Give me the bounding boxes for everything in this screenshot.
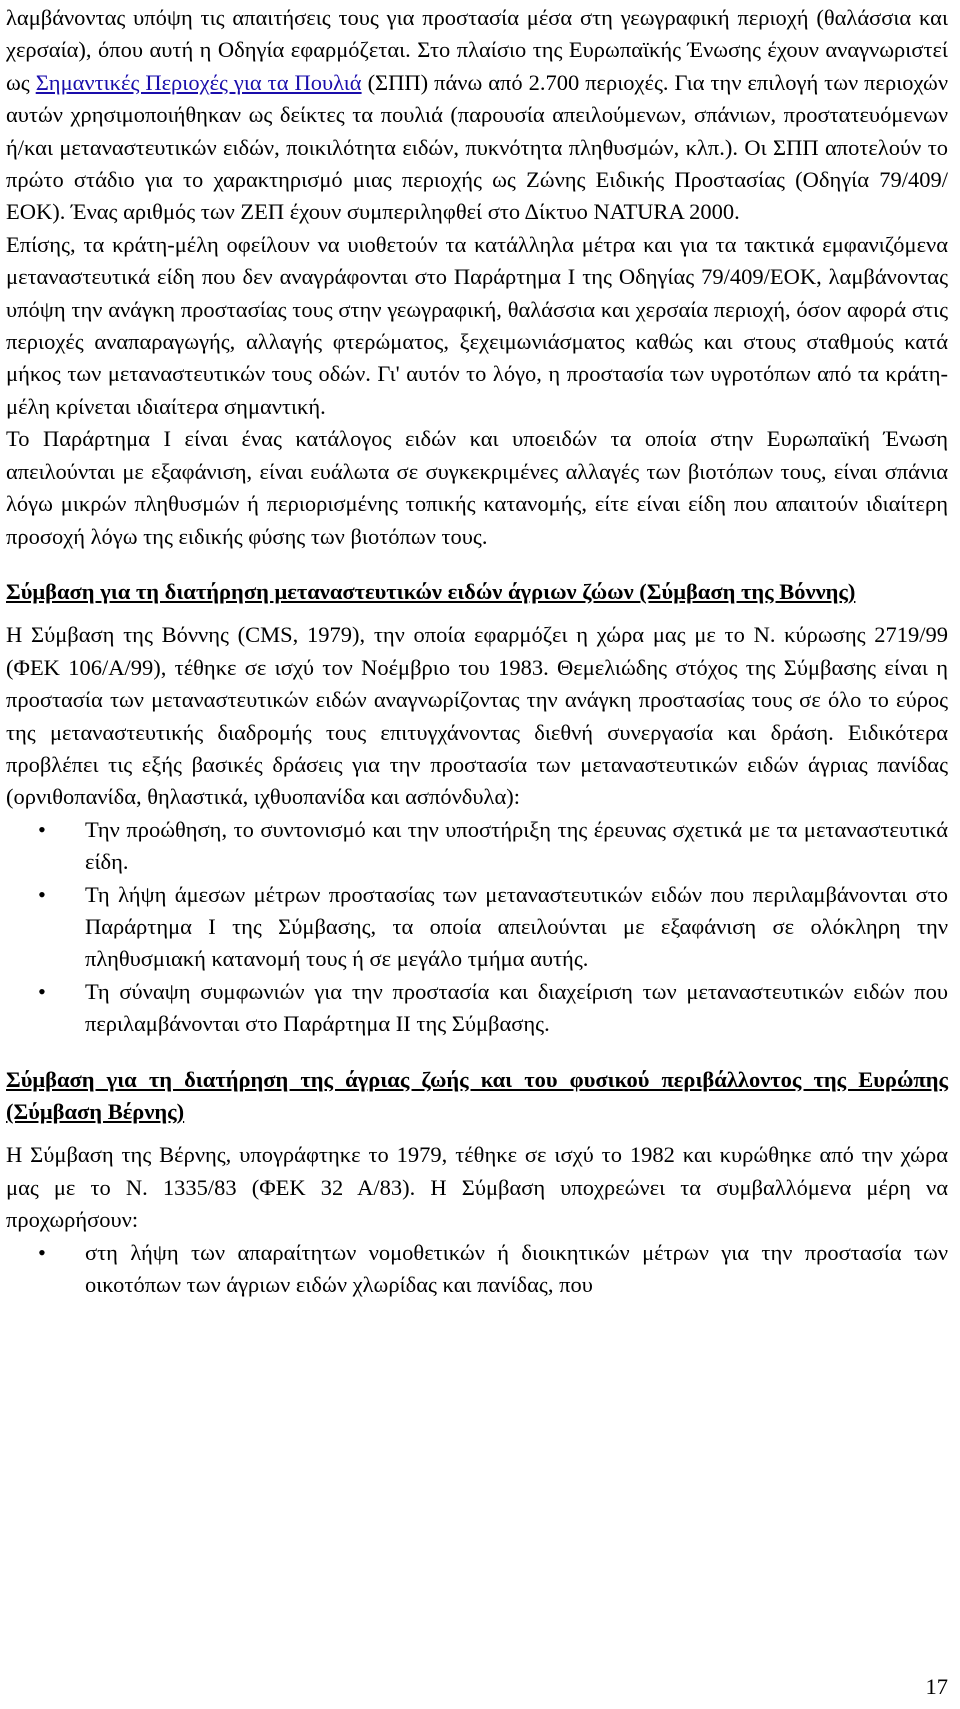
paragraph-spa-intro xyxy=(6,2,948,229)
list-item xyxy=(6,814,948,879)
important-bird-areas-link[interactable]: Σημαντικές Περιοχές για τα Πουλιά xyxy=(35,69,362,95)
list-item-text: Τη σύναψη συμφωνιών για την προστασία και διαχείριση των μεταναστευτικών ειδών που περιλαμβάνονται στο Παράρτημα ΙΙ της Σύμβασης. xyxy=(85,978,948,1037)
bern-convention-body: Η Σύμβαση της Βέρνης, υπογράφτηκε το 1979, τέθηκε σε ισχύ το 1982 και κυρώθηκε από την χώρα μας με το Ν. 1335/83 (ΦΕΚ 32 Α/83). Η Σύμβαση υποχρεώνει τα συμβαλλόμενα μέρη να προχωρήσουν: xyxy=(6,1142,948,1233)
list-item-text: Την προώθηση, το συντονισμό και την υποστήριξη της έρευνας σχετικά με τα μεταναστευτικά είδη. xyxy=(85,816,948,875)
spacer xyxy=(6,608,948,619)
bonn-convention-heading: Σύμβαση για τη διατήρηση μεταναστευτικών ειδών άγριων ζώων (Σύμβαση της Βόννης) xyxy=(6,578,856,604)
paragraph-member-states: Επίσης, τα κράτη-μέλη οφείλουν να υιοθετούν τα κατάλληλα μέτρα και για τα τακτικά εμφανιζόμενα μεταναστευτικά είδη που δεν αναγράφονται στο Παράρτημα Ι της Οδηγίας 79/409/ΕΟΚ, λαμβάνοντας υπόψη την ανάγκη προστασίας τους στην γεωγραφική, θαλάσσια και χερσαία περιοχή, όσον αφορά στις περιοχές αναπαραγωγής, αλλαγής φτερώματος, ξεχειμωνιάσματος καθώς και στους σταθμούς κατά μήκος των μεταναστευτικών τους οδών. Γι' αυτόν το λόγο, η προστασία των υγροτόπων από τα κράτη-μέλη κρίνεται ιδιαίτερα σημαντική. xyxy=(6,231,948,419)
bonn-convention-body: Η Σύμβαση της Βόννης (CMS, 1979), την οποία εφαρμόζει η χώρα μας με το Ν. κύρωσης 2719/99 (ΦΕΚ 106/Α/99), τέθηκε σε ισχύ τον Νοέμβριο του 1983. Θεμελιώδης στόχος της Σύμβασης είναι η προστασία των μεταναστευτικών ειδών αναγνωρίζοντας την ανάγκη προστασίας τους σε όλο το εύρος της μεταναστευτικής διαδρομής τους επιτυγχάνοντας διεθνή συνεργασία και δράση. Ειδικότερα προβλέπει τις εξής βασικές δράσεις για την προστασία των μεταναστευτικών ειδών άγριας πανίδας (ορνιθοπανίδα, θηλαστικά, ιχθυοπανίδα και ασπόνδυλα): xyxy=(6,622,948,810)
bullet-icon: • xyxy=(38,978,46,1004)
list-item-text: στη λήψη των απαραίτητων νομοθετικών ή διοικητικών μέτρων για την προστασία των οικοτόπων των άγριων ειδών χλωρίδας και πανίδας, που xyxy=(85,1239,948,1298)
list-item-text: Τη λήψη άμεσων μέτρων προστασίας των μεταναστευτικών ειδών που περιλαμβάνονται στο Παράρτημα Ι της Σύμβασης, τα οποία απειλούνται με εξαφάνιση σε ολόκληρη την πληθυσμιακή κατανομή τους ή σε μεγάλο τμήμα αυτής. xyxy=(85,881,948,972)
bern-obligations-list xyxy=(6,1237,948,1302)
bullet-icon: • xyxy=(38,816,46,842)
bern-convention-heading: Σύμβαση για τη διατήρηση της άγριας ζωής και του φυσικού περιβάλλοντος της Ευρώπης (Σύμβαση Βέρνης) xyxy=(6,1066,948,1124)
page-number: 17 xyxy=(925,1674,948,1699)
paragraph-text: (ΣΠΠ) πάνω από 2.700 περιοχές. Για την επιλογή των περιοχών αυτών χρησιμοποιήθηκαν ως δείκτες τα πουλιά (παρουσία απειλούμενων, σπάνιων, προστατευόμενων ή/και μεταναστευτικών ειδών, ποικιλότητα ειδών, πυκνότητα πληθυσμών, κλπ.). Οι ΣΠΠ αποτελούν το πρώτο στάδιο για το χαρακτηρισμό μιας περιοχής ως Ζώνης Ειδικής Προστασίας (Οδηγία 79/409/ΕΟΚ). Ένας αριθμός των ΖΕΠ έχουν συμπεριληφθεί στο Δίκτυο NATURA 2000. xyxy=(6,69,948,225)
bullet-icon: • xyxy=(38,881,46,907)
document-body xyxy=(6,2,948,1301)
list-item xyxy=(6,976,948,1041)
list-item xyxy=(6,879,948,976)
spacer xyxy=(6,1128,948,1139)
bonn-actions-list xyxy=(6,814,948,1041)
spacer xyxy=(6,1041,948,1064)
paragraph-text: λαμβάνοντας υπόψη τις απαιτήσεις τους για προστασία μέσα στη γεωγραφική περιοχή (θαλάσσια και χερσαία), όπου αυτή η Οδηγία εφαρμόζεται. Στο πλαίσιο της Ευρωπαϊκής Ένωσης έχουν αναγνωριστεί ως xyxy=(6,5,948,95)
list-item xyxy=(6,1237,948,1302)
bullet-icon: • xyxy=(38,1239,46,1265)
spacer xyxy=(6,553,948,576)
paragraph-annex-one: Το Παράρτημα Ι είναι ένας κατάλογος ειδών και υποειδών τα οποία στην Ευρωπαϊκή Ένωση απειλούνται με εξαφάνιση, είναι ευάλωτα σε συγκεκριμένες αλλαγές των βιοτόπων τους, είναι σπάνια λόγω μικρών πληθυσμών ή περιορισμένης τοπικής κατανομής, είτε είναι είδη που απαιτούν ιδιαίτερη προσοχή λόγω της ειδικής φύσης των βιοτόπων τους. xyxy=(6,426,948,549)
